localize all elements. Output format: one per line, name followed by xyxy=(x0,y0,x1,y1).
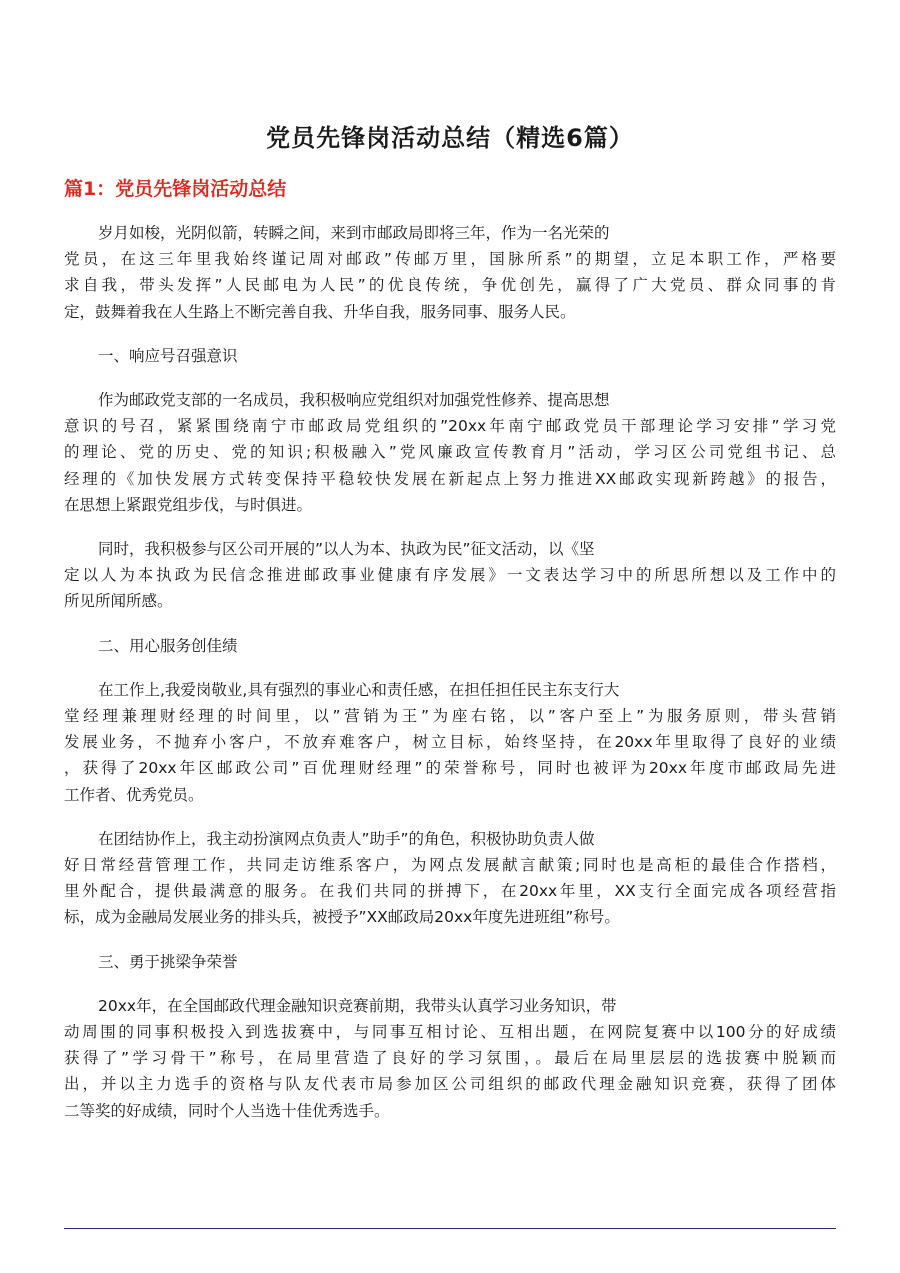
sub-heading: 二、用心服务创佳绩 xyxy=(98,636,238,655)
paragraph-line: 定以人为本执政为民信念推进邮政事业健康有序发展》一文表达学习中的所思所想以及工作中的 xyxy=(64,566,836,585)
sub-heading: 三、勇于挑梁争荣誉 xyxy=(98,952,238,971)
paragraph-line: 意识的号召，紧紧围绕南宁市邮政局党组织的”20xx年南宁邮政党员干部理论学习安排”学习党 xyxy=(64,417,836,436)
paragraph xyxy=(64,536,836,615)
paragraph-line: 工作者、优秀党员。 xyxy=(64,785,204,804)
paragraph-line: 标，成为金融局发展业务的排头兵，被授予”XX邮政局20xx年度先进班组”称号。 xyxy=(64,908,620,927)
paragraph-line: 堂经理兼理财经理的时间里，以”营销为王”为座右铭，以”客户至上”为服务原则，带头营销 xyxy=(64,707,836,726)
paragraph-line: 经理的《加快发展方式转变保持平稳较快发展在新起点上努力推进XX邮政实现新跨越》的报告， xyxy=(64,469,836,488)
paragraph-line: 定，鼓舞着我在人生路上不断完善自我、升华自我，服务同事、服务人民。 xyxy=(64,302,576,321)
paragraph-line: 党员，在这三年里我始终谨记周对邮政”传邮万里，国脉所系”的期望，立足本职工作，严格要 xyxy=(64,250,836,269)
footer-rule xyxy=(64,1228,836,1229)
section-heading: 篇1：党员先锋岗活动总结 xyxy=(64,178,287,200)
paragraph xyxy=(64,220,836,325)
document-title: 党员先锋岗活动总结（精选6篇） xyxy=(266,124,634,152)
paragraph-line: 在工作上,我爱岗敬业,具有强烈的事业心和责任感，在担任担任民主东支行大 xyxy=(98,680,620,699)
paragraph xyxy=(64,677,836,808)
paragraph-line: 同时，我积极参与区公司开展的”以人为本、执政为民”征文活动，以《坚 xyxy=(98,540,595,559)
paragraph-line: 二等奖的好成绩，同时个人当选十佳优秀选手。 xyxy=(64,1101,390,1120)
paragraph-line: 岁月如梭，光阴似箭，转瞬之间，来到市邮政局即将三年，作为一名光荣的 xyxy=(98,224,610,242)
paragraph-line: 作为邮政党支部的一名成员，我积极响应党组织对加强党性修养、提高思想 xyxy=(98,391,610,410)
paragraph xyxy=(64,826,836,931)
paragraph-line: 在团结协作上，我主动扮演网点负责人”助手”的角色，积极协助负责人做 xyxy=(98,829,595,848)
paragraph xyxy=(64,993,836,1124)
paragraph-line: 里外配合，提供最满意的服务。在我们共同的拼搏下，在20xx年里，XX支行全面完成各项经营指 xyxy=(64,882,836,901)
paragraph-line: 好日常经营管理工作，共同走访维系客户，为网点发展献言献策;同时也是高柜的最佳合作搭档， xyxy=(64,856,836,875)
paragraph-line: 20xx年，在全国邮政代理金融知识竞赛前期，我带头认真学习业务知识，带 xyxy=(98,996,617,1015)
document-body xyxy=(64,220,836,1142)
sub-heading: 一、响应号召强意识 xyxy=(98,346,238,365)
paragraph-line: 求自我，带头发挥”人民邮电为人民”的优良传统，争优创先，赢得了广大党员、群众同事的肯 xyxy=(64,276,836,295)
paragraph-line: 动周围的同事积极投入到选拔赛中，与同事互相讨论、互相出题，在网院复赛中以100分的好成绩 xyxy=(64,1023,836,1042)
paragraph-line: 的理论、党的历史、党的知识;积极融入”党风廉政宣传教育月”活动，学习区公司党组书记、总 xyxy=(64,443,836,462)
paragraph-line: 在思想上紧跟党组步伐，与时俱进。 xyxy=(64,495,313,514)
paragraph-line: 出，并以主力选手的资格与队友代表市局参加区公司组织的邮政代理金融知识竞赛，获得了团体 xyxy=(64,1075,836,1094)
paragraph-line: ，获得了20xx年区邮政公司”百优理财经理”的荣誉称号，同时也被评为20xx年度市邮政局先进 xyxy=(64,759,836,778)
paragraph-line: 获得了”学习骨干”称号，在局里营造了良好的学习氛围，。最后在局里层层的选拔赛中脱颖而 xyxy=(64,1049,836,1068)
paragraph-line: 所见所闻所感。 xyxy=(64,592,173,611)
paragraph xyxy=(64,387,836,518)
paragraph-line: 发展业务，不抛弃小客户，不放弃难客户，树立目标，始终坚持，在20xx年里取得了良好的业绩 xyxy=(64,733,836,752)
